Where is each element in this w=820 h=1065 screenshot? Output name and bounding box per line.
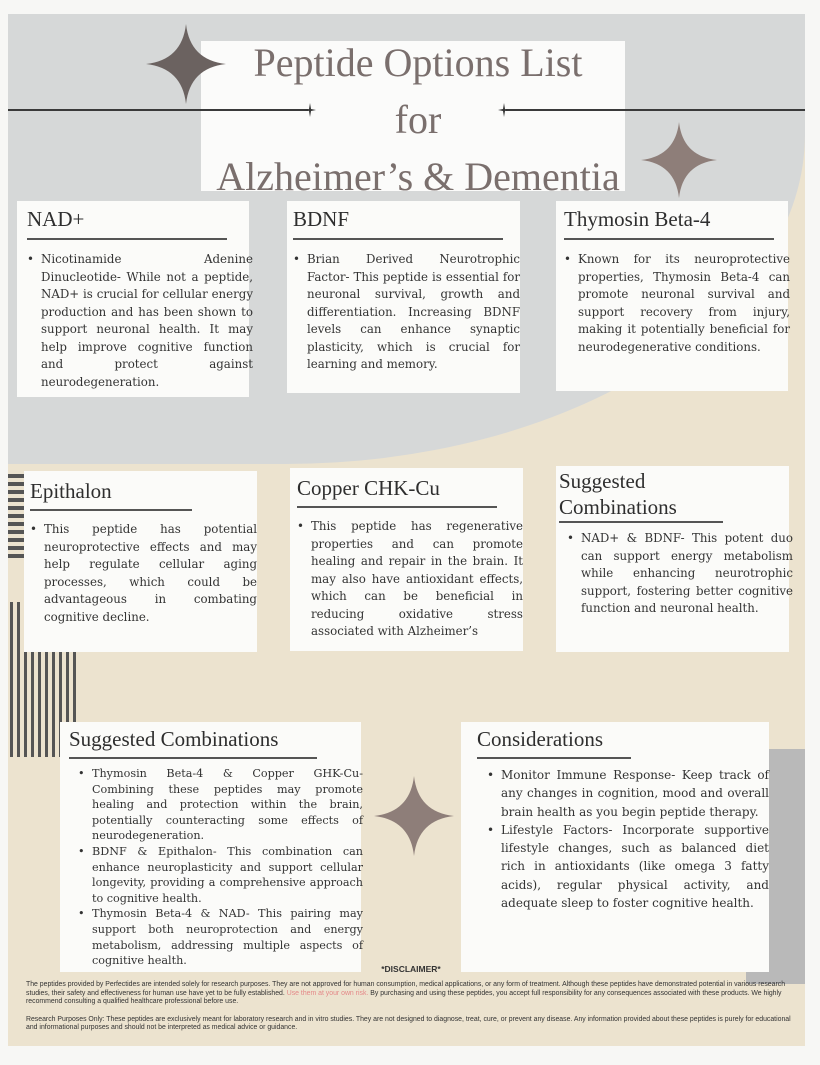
sparkle-star-icon: [146, 24, 226, 104]
title-line-3: Alzheimer’s & Dementia: [216, 154, 620, 199]
card-list: [30, 521, 257, 626]
card-epithalon: [24, 471, 257, 652]
sparkle-star-icon: [641, 122, 717, 198]
title-divider-right: [506, 109, 805, 111]
card-list: [567, 530, 793, 618]
heading-underline: [69, 757, 317, 759]
disclaimer-research-paragraph: Research Purposes Only: These peptides are exclusively meant for laboratory research and in vitro studies. They are not designed to diagnose, treat, cure, or prevent any disease. Any information provided about these peptides is purely for educational and informational purposes and should not be interpreted as medical advice or guidance.: [26, 1015, 791, 1032]
list-item: • Known for its neuroprotective properties, Thymosin Beta-4 can promote neuronal survival and support recovery from injury, making it potentially beneficial for neurodegenerative conditions.: [578, 251, 790, 356]
small-sparkle-icon: [498, 103, 510, 117]
card-list: [487, 766, 769, 912]
list-item: • Monitor Immune Response- Keep track of any changes in cognition, mood and overall brain health as you begin peptide therapy.: [501, 766, 769, 821]
list-item: • BDNF & Epithalon- This combination can enhance neuroplasticity and support cellular longevity, providing a comprehensive approach to cognitive health.: [92, 844, 363, 906]
card-bdnf: [287, 201, 520, 393]
card-list: [78, 766, 363, 969]
heading-underline: [30, 509, 192, 511]
heading-underline: [27, 238, 227, 240]
small-sparkle-icon: [304, 103, 316, 117]
list-item: • Thymosin Beta-4 & NAD- This pairing may support both neuroprotection and energy metabolism, addressing multiple aspects of cognitive health.: [92, 906, 363, 968]
heading-underline: [477, 757, 631, 759]
disclaimer: [26, 965, 796, 1032]
heading-underline: [559, 521, 723, 523]
card-list: [297, 518, 523, 641]
title-divider-left: [8, 109, 308, 111]
title-line-2: for: [394, 97, 442, 142]
card-suggested-combinations-small: [556, 466, 793, 652]
disclaimer-title: *DISCLAIMER*: [381, 964, 441, 974]
disclaimer-paragraph: [26, 981, 796, 1006]
card-considerations: [461, 722, 769, 972]
disclaimer-text: By purchasing and using these peptides, you accept full responsibility for any consequences associated with these products. We highly recommend consulting a qualified healthcare professional before use.: [26, 989, 782, 1006]
card-copper: [290, 468, 523, 651]
disclaimer-highlight: Use them at your own risk.: [286, 989, 369, 997]
heading-underline: [297, 506, 497, 508]
card-list: [564, 251, 790, 356]
card-heading: BDNF: [293, 207, 350, 231]
card-list: [27, 251, 253, 391]
card-heading: Epithalon: [30, 479, 112, 503]
page-background: [8, 14, 805, 1046]
disclaimer-text: The peptides provided by Perfectides are intended solely for research purposes. They are not approved for human consumption, medical applications, or any form of treatment. Although these peptides have demonstrated potential in various research studies, their safety and effectiveness for human use have yet to be fully established.: [26, 981, 786, 997]
list-item: • Lifestyle Factors- Incorporate supportive lifestyle changes, such as balanced diet rich in antioxidants (like omega 3 fatty acids), regular physical activity, and adequate sleep to foster cognitive health.: [501, 821, 769, 912]
card-heading: Thymosin Beta-4: [564, 207, 711, 231]
card-heading: NAD+: [27, 207, 85, 231]
heading-underline: [564, 238, 774, 240]
list-item: • Nicotinamide Adenine Dinucleotide- While not a peptide, NAD+ is crucial for cellular energy production and has been shown to support neuronal health. It may help improve cognitive function and protect against neurodegeneration.: [41, 251, 253, 391]
card-heading: Copper CHK-Cu: [297, 476, 440, 500]
list-item: • This peptide has regenerative properties and can promote healing and repair in the brain. It may also have antioxidant effects, which can be beneficial in reducing oxidative stress associated with Alzheimer’s: [311, 518, 523, 641]
list-item: • This peptide has potential neuroprotective effects and may help regulate cellular aging processes, which could be advantageous in combating cognitive decline.: [44, 521, 257, 626]
heading-line: Suggested: [559, 469, 646, 493]
heading-line: Combinations: [559, 495, 677, 519]
list-item: • Brian Derived Neurotrophic Factor- This peptide is essential for neuronal survival, growth and differentiation. Increasing BDNF levels can enhance synaptic plasticity, which is crucial for learning and memory.: [307, 251, 520, 374]
card-thymosin: [556, 201, 788, 391]
card-nad: [17, 201, 253, 397]
sparkle-star-icon: [374, 776, 454, 856]
card-list: [293, 251, 520, 374]
card-heading: Considerations: [477, 727, 603, 751]
list-item: • Thymosin Beta-4 & Copper GHK-Cu- Combining these peptides may promote healing and protection within the brain, potentially counteracting some effects of neurodegeneration.: [92, 766, 363, 844]
page-title: [168, 34, 668, 205]
title-line-1: Peptide Options List: [253, 40, 583, 85]
heading-underline: [293, 238, 503, 240]
card-heading: Suggested Combinations: [69, 727, 279, 751]
list-item: • NAD+ & BDNF- This potent duo can support energy metabolism while enhancing neurotrophic support, fostering better cognitive function and neuronal health.: [581, 530, 793, 618]
card-heading: [559, 468, 677, 520]
card-suggested-combinations: [60, 722, 361, 972]
